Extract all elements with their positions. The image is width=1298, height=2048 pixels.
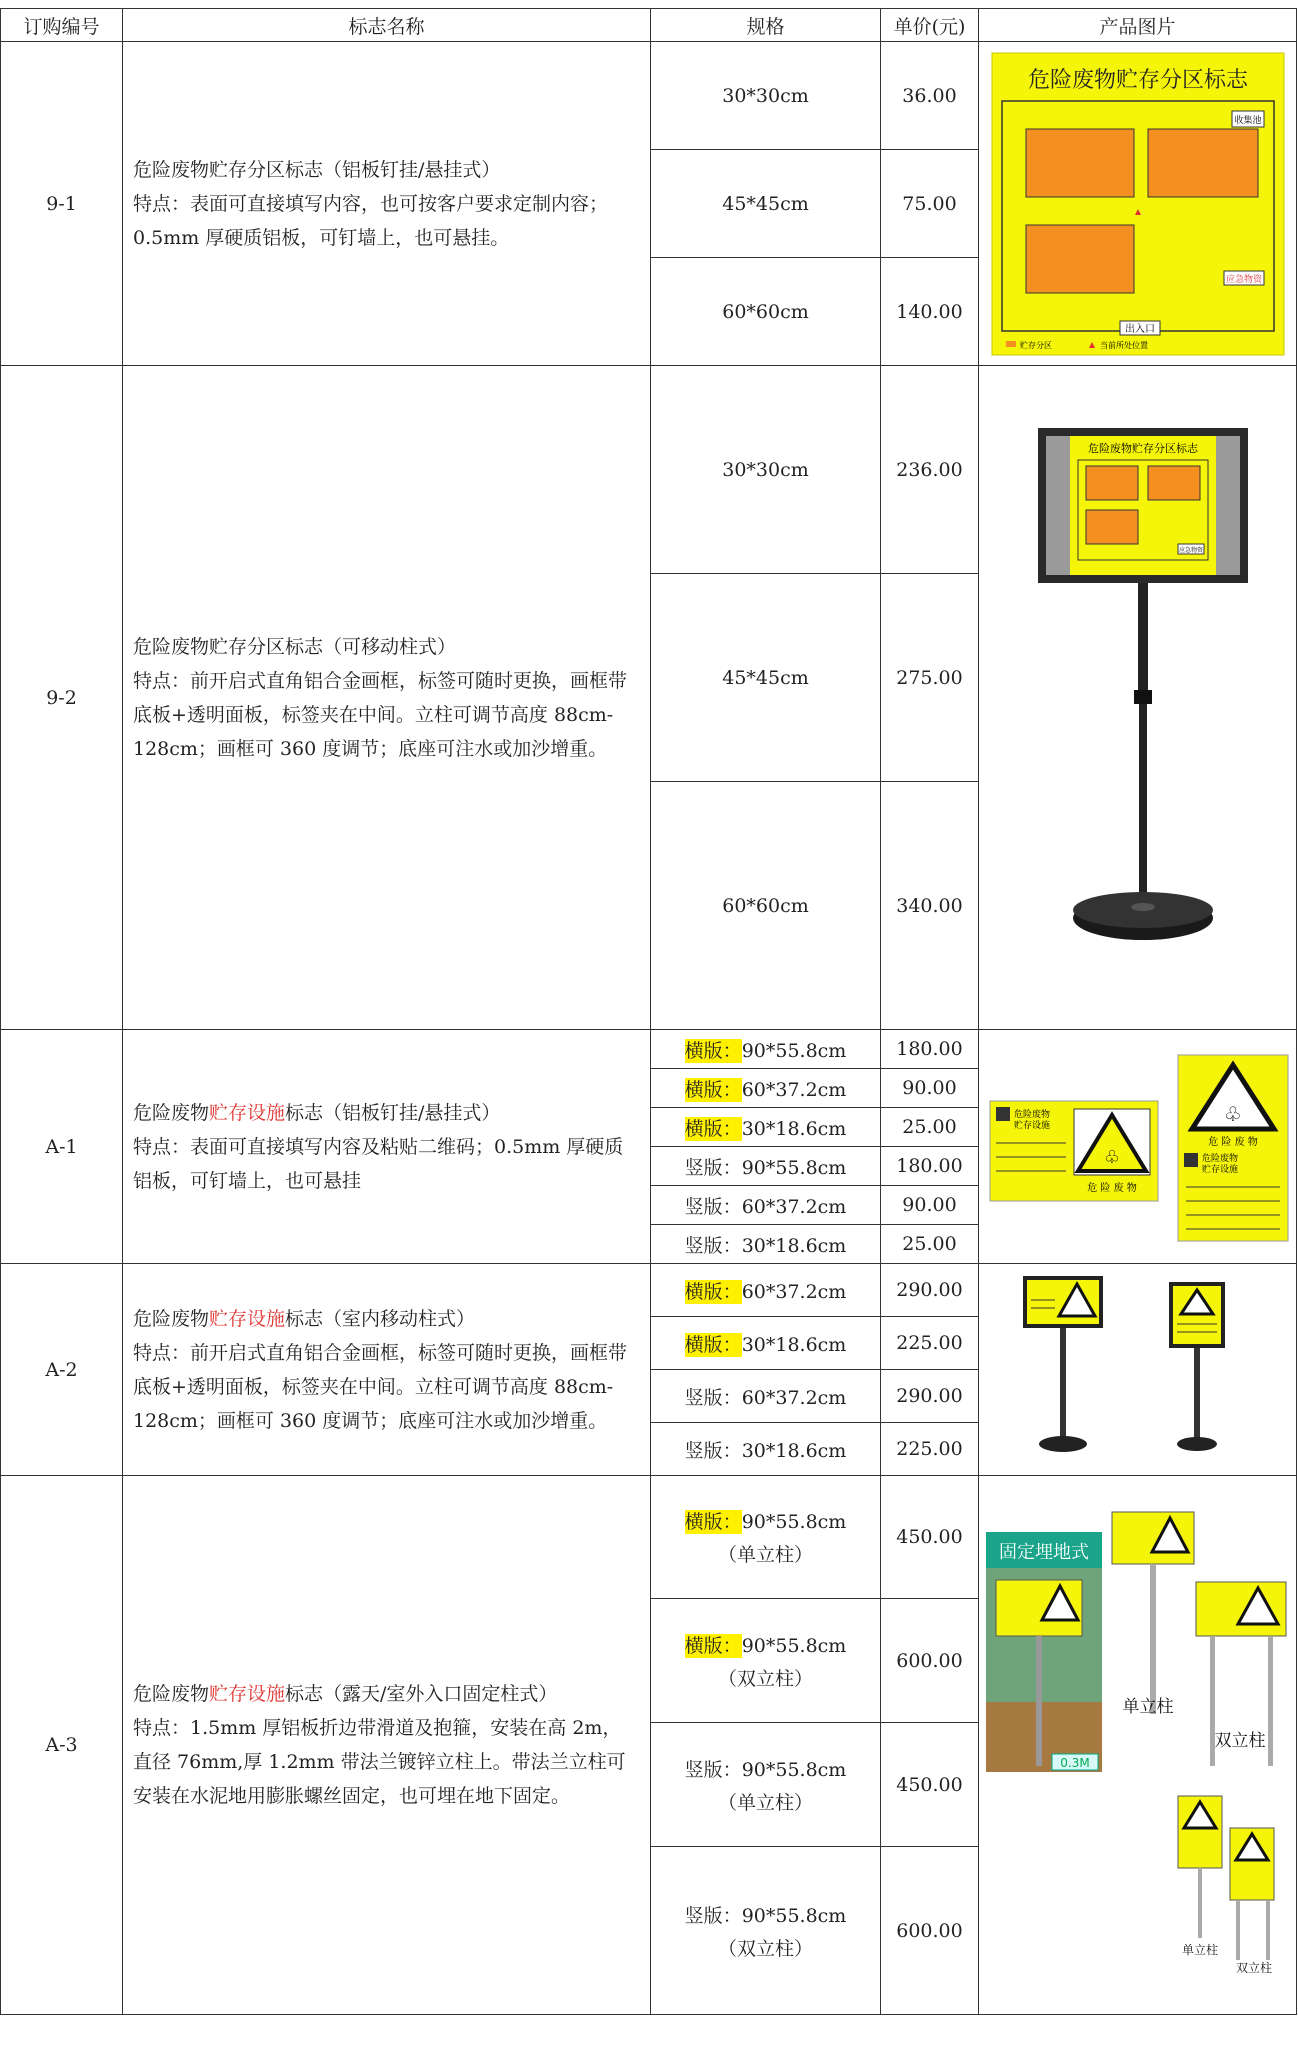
orientation-label: 横版： [684, 1634, 742, 1657]
spec-size: 90*55.8cm [741, 1156, 847, 1179]
price-cell: 225.00 [881, 1423, 979, 1476]
spec-cell [651, 1476, 881, 1599]
facility-sign-image [982, 1047, 1294, 1247]
price-cell: 75.00 [881, 150, 979, 258]
spec-cell [651, 1264, 881, 1317]
price-cell: 290.00 [881, 1264, 979, 1317]
price-cell: 180.00 [881, 1030, 979, 1069]
header-row [1, 9, 1297, 42]
orientation-label: 竖版： [684, 1758, 742, 1781]
sign-title: 危险废物贮存分区标志 [1027, 67, 1248, 93]
v-sign-text2: 贮存设施 [1201, 1164, 1238, 1175]
spec-cell: 45*45cm [651, 150, 881, 258]
spec-cell [651, 1069, 881, 1108]
product-price-table [0, 8, 1297, 2015]
product-features: 特点：前开启式直角铝合金画框，标签可随时更换，画框带底板+透明面板，标签夹在中间。立柱可调节高度 88cm-128cm；画框可 360 度调节；底座可注水或加沙增重。 [133, 1341, 628, 1432]
header-image: 产品图片 [979, 9, 1297, 42]
product-image [979, 1264, 1297, 1476]
price-cell: 236.00 [881, 366, 979, 574]
post-type: （单立柱） [717, 1544, 813, 1566]
spec-cell [651, 1225, 881, 1264]
price-cell: 180.00 [881, 1147, 979, 1186]
order-code: A-1 [1, 1030, 123, 1264]
double-post-label: 双立柱 [1214, 1731, 1265, 1751]
price-cell: 90.00 [881, 1069, 979, 1108]
legend-zone: 贮存分区 [1019, 340, 1052, 350]
orientation-label: 竖版： [684, 1234, 742, 1257]
spec-size: 90*55.8cm [741, 1758, 847, 1781]
h-sign-caption: 危 险 废 物 [1086, 1182, 1137, 1194]
header-name: 标志名称 [123, 9, 651, 42]
table-row [1, 366, 1297, 574]
product-title: 危险废物贮存分区标志（可移动柱式） [133, 635, 457, 658]
indoor-stand-image [1013, 1270, 1263, 1470]
v-sign-text1: 危险废物 [1201, 1153, 1238, 1164]
spec-size: 90*55.8cm [741, 1511, 847, 1533]
product-description [123, 1476, 651, 2015]
legend-position: 当前所处位置 [1099, 340, 1148, 350]
header-price: 单价(元) [881, 9, 979, 42]
header-spec: 规格 [651, 9, 881, 42]
spec-cell [651, 1847, 881, 2015]
price-cell: 140.00 [881, 258, 979, 366]
product-image [979, 42, 1297, 366]
price-cell: 340.00 [881, 782, 979, 1030]
post-type: （单立柱） [717, 1791, 813, 1814]
price-cell: 600.00 [881, 1599, 979, 1723]
product-description [123, 366, 651, 1030]
hazard-icon: ♧ [1103, 1146, 1120, 1168]
price-cell: 25.00 [881, 1108, 979, 1147]
title-part: 危险废物 [133, 1307, 210, 1330]
orientation-label: 横版： [684, 1078, 742, 1101]
stand-sign-title: 危险废物贮存分区标志 [1087, 441, 1198, 455]
spec-size: 30*18.6cm [741, 1333, 847, 1356]
orientation-label: 横版： [684, 1280, 742, 1303]
price-cell: 25.00 [881, 1225, 979, 1264]
price-cell: 36.00 [881, 42, 979, 150]
order-code: 9-1 [1, 42, 123, 366]
title-part: 标志（室内移动柱式） [285, 1307, 476, 1330]
order-code: A-3 [1, 1476, 123, 2015]
table-row [1, 1476, 1297, 1599]
price-cell: 600.00 [881, 1847, 979, 2015]
tag-collect: 收集池 [1233, 115, 1262, 126]
orientation-label: 横版： [684, 1333, 742, 1356]
spec-cell [651, 1423, 881, 1476]
banner-text: 固定埋地式 [998, 1542, 1089, 1563]
product-title [133, 1096, 640, 1130]
spec-size: 60*37.2cm [741, 1386, 847, 1409]
spec-cell [651, 1370, 881, 1423]
spec-size: 60*37.2cm [741, 1078, 847, 1101]
spec-size: 90*55.8cm [741, 1904, 847, 1927]
order-code: A-2 [1, 1264, 123, 1476]
spec-cell [651, 1599, 881, 1723]
zone-sign-image [988, 49, 1288, 359]
h-sign-text1: 危险废物 [1013, 1109, 1050, 1120]
product-features: 特点：表面可直接填写内容及粘贴二维码；0.5mm 厚硬质铝板，可钉墙上，也可悬挂 [133, 1135, 624, 1192]
price-cell: 450.00 [881, 1476, 979, 1599]
table-row [1, 1030, 1297, 1069]
spec-cell [651, 1030, 881, 1069]
spec-cell [651, 1147, 881, 1186]
orientation-label: 竖版： [684, 1195, 742, 1218]
spec-cell: 60*60cm [651, 258, 881, 366]
stand-tag: 应急物资 [1178, 546, 1203, 554]
price-cell: 275.00 [881, 574, 979, 782]
product-image [979, 1476, 1297, 2015]
spec-size: 60*37.2cm [741, 1280, 847, 1303]
spec-size: 90*55.8cm [741, 1634, 847, 1657]
spec-cell: 30*30cm [651, 366, 881, 574]
table-row [1, 42, 1297, 150]
product-title: 危险废物贮存分区标志（铝板钉挂/悬挂式） [133, 158, 501, 181]
spec-cell: 60*60cm [651, 782, 881, 1030]
product-features: 特点：1.5mm 厚铝板折边带滑道及抱箍，安装在高 2m，直径 76mm,厚 1.2mm 带法兰镀锌立柱上。带法兰立柱可安装在水泥地用膨胀螺丝固定，也可埋在地下固定。 [133, 1717, 626, 1807]
product-title [133, 1677, 640, 1711]
header-code: 订购编号 [1, 9, 123, 42]
post-type: （双立柱） [717, 1937, 813, 1960]
h-sign-text2: 贮存设施 [1013, 1120, 1050, 1131]
price-cell: 290.00 [881, 1370, 979, 1423]
product-features: 特点：前开启式直角铝合金画框，标签可随时更换，画框带底板+透明面板，标签夹在中间。立柱可调节高度 88cm-128cm；画框可 360 度调节；底座可注水或加沙增重。 [133, 669, 628, 760]
outdoor-post-image [982, 1502, 1294, 1988]
title-part: 标志（露天/室外入口固定柱式） [285, 1683, 558, 1705]
hazard-icon: ♧ [1223, 1101, 1242, 1126]
tag-emergency: 应急物资 [1225, 274, 1262, 285]
title-part: 标志（铝板钉挂/悬挂式） [285, 1101, 501, 1124]
spec-cell [651, 1723, 881, 1847]
price-cell: 450.00 [881, 1723, 979, 1847]
movable-stand-image [1008, 418, 1268, 978]
product-image [979, 366, 1297, 1030]
price-cell: 90.00 [881, 1186, 979, 1225]
orientation-label: 竖版： [684, 1156, 742, 1179]
orientation-label: 竖版： [684, 1386, 742, 1409]
product-image [979, 1030, 1297, 1264]
spec-size: 90*55.8cm [741, 1039, 847, 1062]
spec-size: 60*37.2cm [741, 1195, 847, 1218]
double-post-label-2: 双立柱 [1235, 1961, 1272, 1975]
price-cell: 225.00 [881, 1317, 979, 1370]
single-post-label: 单立柱 [1122, 1697, 1173, 1717]
spec-size: 30*18.6cm [741, 1234, 847, 1257]
title-highlight: 贮存设施 [209, 1683, 286, 1705]
spec-cell [651, 1317, 881, 1370]
spec-size: 30*18.6cm [741, 1117, 847, 1140]
spec-cell [651, 1186, 881, 1225]
spec-cell [651, 1108, 881, 1147]
product-features: 特点：表面可直接填写内容，也可按客户要求定制内容；0.5mm 厚硬质铝板，可钉墙上，也可悬挂。 [133, 192, 609, 249]
post-type: （双立柱） [717, 1667, 813, 1690]
table-row [1, 1264, 1297, 1317]
order-code: 9-2 [1, 366, 123, 1030]
product-description [123, 1030, 651, 1264]
single-post-label-2: 单立柱 [1181, 1943, 1218, 1957]
product-description [123, 1264, 651, 1476]
product-description [123, 42, 651, 366]
spec-cell: 45*45cm [651, 574, 881, 782]
depth-label: 0.3M [1059, 1756, 1090, 1770]
title-part: 危险废物 [133, 1683, 210, 1705]
product-title [133, 1302, 640, 1336]
title-highlight: 贮存设施 [209, 1101, 286, 1124]
orientation-label: 竖版： [684, 1439, 742, 1462]
orientation-label: 竖版： [684, 1904, 742, 1927]
orientation-label: 横版： [684, 1117, 742, 1140]
title-highlight: 贮存设施 [209, 1307, 286, 1330]
orientation-label: 横版： [684, 1039, 742, 1062]
spec-size: 30*18.6cm [741, 1439, 847, 1462]
exit-label: 出入口 [1124, 323, 1155, 335]
orientation-label: 横版： [684, 1511, 742, 1533]
title-part: 危险废物 [133, 1101, 210, 1124]
spec-cell: 30*30cm [651, 42, 881, 150]
v-sign-caption: 危 险 废 物 [1207, 1136, 1258, 1148]
